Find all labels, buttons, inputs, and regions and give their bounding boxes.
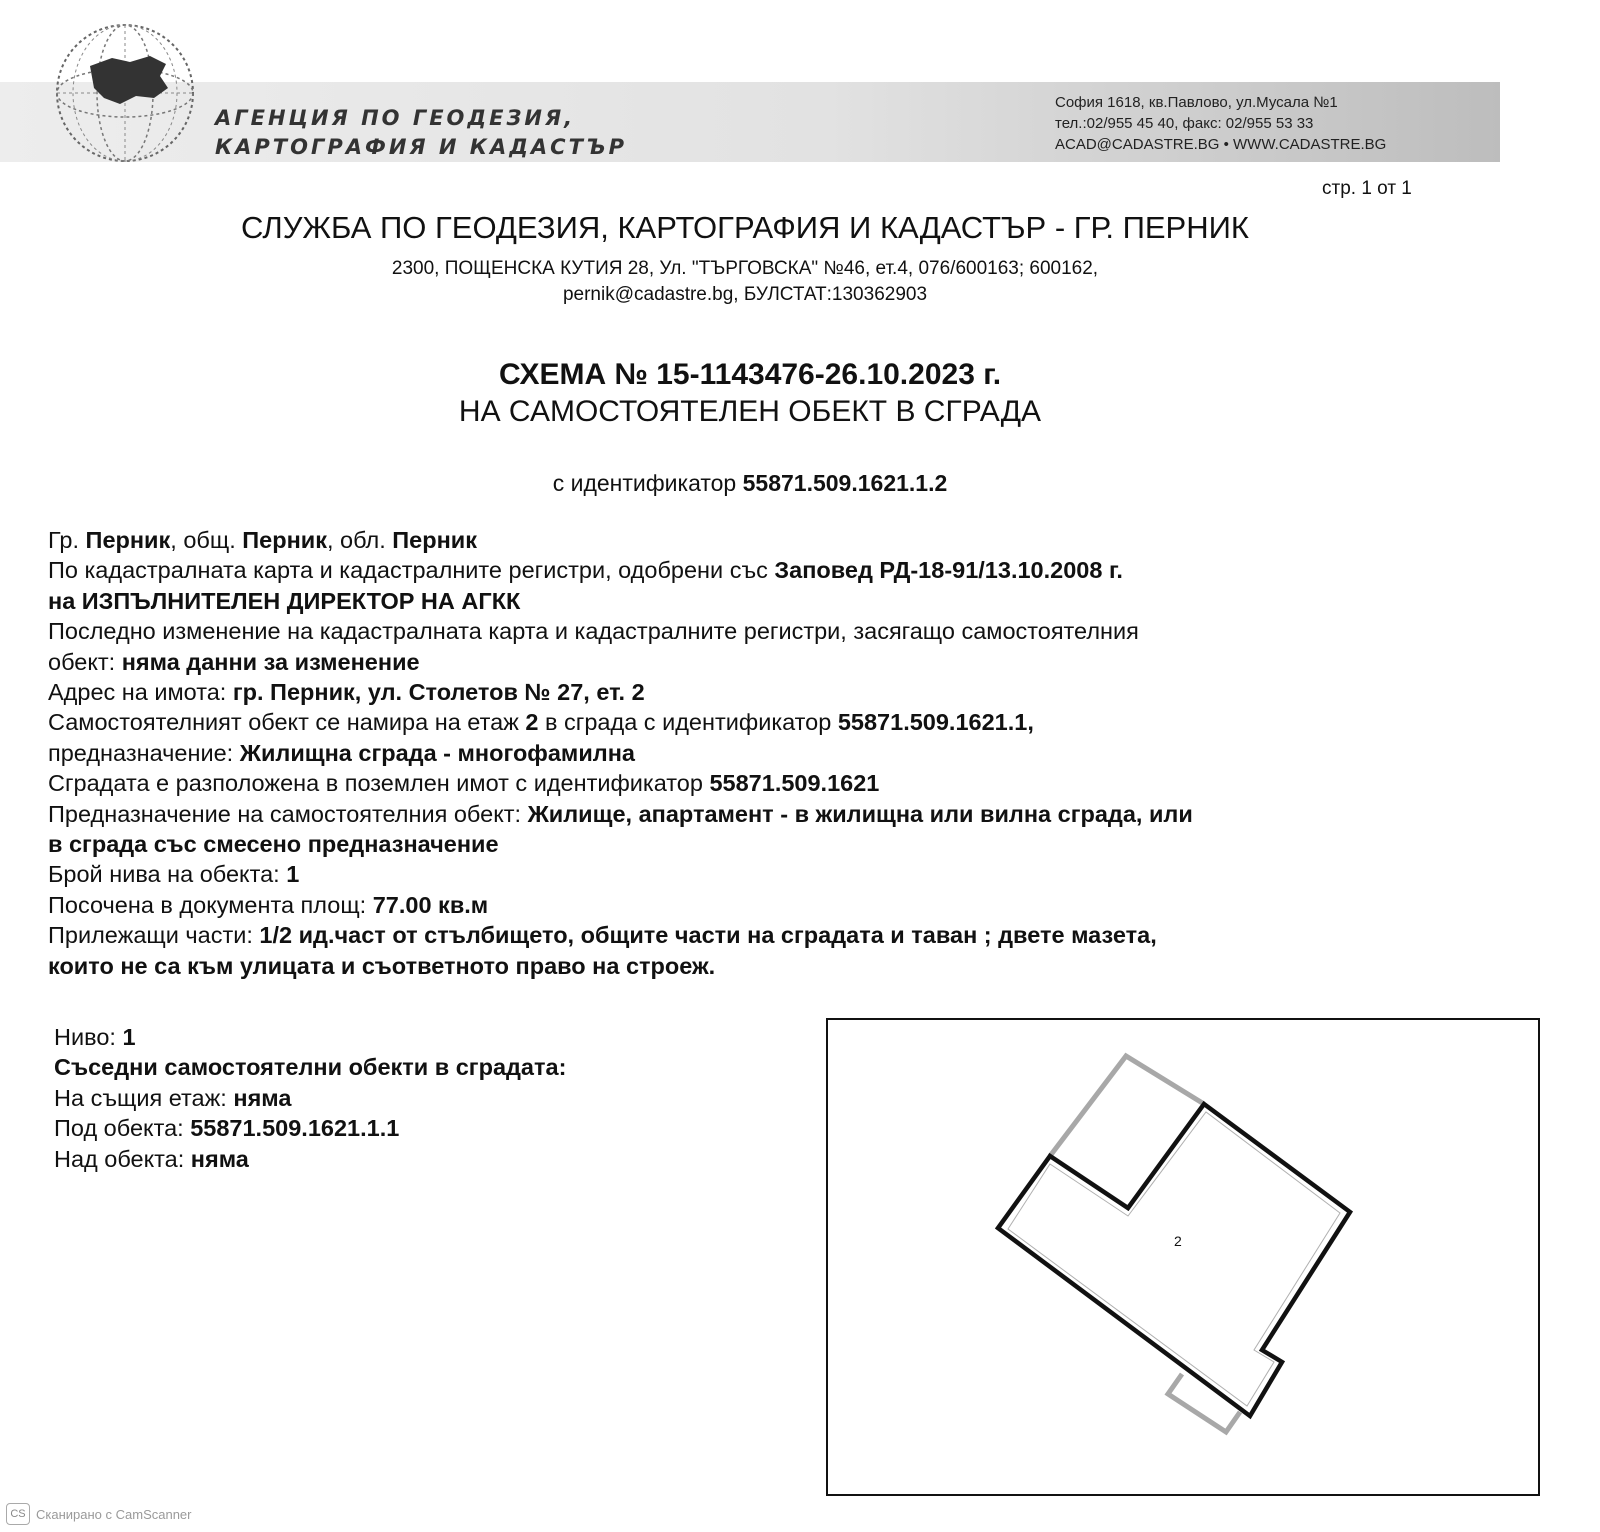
same-floor-value: няма (233, 1084, 292, 1111)
building-value: 55871.509.1621.1, (837, 709, 1034, 736)
level-row (54, 1022, 566, 1052)
identifier-value: 55871.509.1621.1.2 (742, 470, 948, 496)
object-purpose-value: Жилище, апартамент - в жилищна или вилна сграда, или (527, 800, 1193, 827)
agency-logo-icon (50, 18, 200, 168)
above-row (54, 1144, 566, 1174)
same-floor-label: На същия етаж: (54, 1084, 227, 1111)
last-change-label2: обект: (48, 648, 116, 675)
area-label: Посочена в документа площ: (48, 891, 367, 918)
camscanner-icon: CS (6, 1503, 30, 1525)
floor-label: Самостоятелният обект се намира на етаж (48, 709, 519, 736)
adjacent-object-outline (1050, 1056, 1204, 1156)
address-value: гр. Перник, ул. Столетов № 27, ет. 2 (232, 679, 645, 706)
agency-name (215, 104, 627, 162)
floor-row (48, 707, 1528, 737)
scheme-title: СХЕМА № 15-1143476-26.10.2023 г. (498, 358, 1002, 391)
address-label: Адрес на имота: (48, 679, 227, 706)
unit-outline (998, 1104, 1350, 1416)
level-block (54, 1022, 566, 1174)
parts-row (48, 920, 1528, 950)
office-title: СЛУЖБА ПО ГЕОДЕЗИЯ, КАРТОГРАФИЯ И КАДАСТЪР - ГР. ПЕРНИК (241, 210, 1249, 245)
levels-label: Брой нива на обекта: (48, 861, 280, 888)
scanner-watermark (6, 1503, 192, 1525)
scheme-identifier (0, 470, 1500, 497)
levels-row (48, 859, 1528, 889)
last-change-value: няма данни за изменение (121, 648, 420, 675)
below-label: Под обекта: (54, 1115, 184, 1142)
parts-value: 1/2 ид.част от стълбището, общите части на сградата и таван ; двете мазета, (259, 922, 1157, 949)
identifier-label: с идентификатор (552, 470, 737, 496)
purpose-label: предназначение: (48, 739, 234, 766)
approval-authority: на ИЗПЪЛНИТЕЛЕН ДИРЕКТОР НА АГКК (48, 587, 521, 614)
parts-label: Прилежащи части: (48, 922, 253, 949)
region-value: Перник (392, 527, 477, 553)
last-change-row (48, 647, 1528, 677)
object-purpose-row (48, 799, 1528, 829)
agency-contacts (1055, 92, 1386, 155)
scheme-subtitle: НА САМОСТОЯТЕЛЕН ОБЕКТ В СГРАДА (458, 395, 1042, 428)
area-row (48, 890, 1528, 920)
area-value: 77.00 кв.м (372, 891, 489, 918)
above-label: Над обекта: (54, 1145, 185, 1172)
object-purpose-value-cont: в сграда със смесено предназначение (48, 831, 499, 858)
same-floor-row (54, 1083, 566, 1113)
municipality-value: Перник (242, 527, 327, 553)
approval-row (48, 555, 1528, 585)
level-value: 1 (122, 1024, 136, 1050)
levels-value: 1 (286, 861, 300, 888)
neighbors-title: Съседни самостоятелни обекти в сградата: (54, 1054, 567, 1081)
floor-plan-frame (826, 1018, 1540, 1496)
building-label: в сграда с идентификатор (538, 709, 832, 736)
object-info (48, 525, 1528, 981)
region-label: , обл. (326, 527, 386, 553)
land-label: Сградата е разположена в поземлен имот с идентификатор (48, 770, 703, 797)
agency-contact-phone: тел.:02/955 45 40, факс: 02/955 53 33 (1055, 115, 1314, 132)
floor-value: 2 (525, 709, 539, 736)
address-row (48, 677, 1528, 707)
last-change-label: Последно изменение на кадастралната карта и кадастралните регистри, засягащо самостоятелния (48, 618, 1139, 645)
land-row (48, 768, 1528, 798)
level-label: Ниво: (54, 1024, 116, 1050)
approval-value: Заповед РД-18-91/13.10.2008 г. (774, 557, 1123, 584)
agency-contact-address: София 1618, кв.Павлово, ул.Мусала №1 (1055, 94, 1338, 111)
below-value: 55871.509.1621.1.1 (190, 1115, 400, 1142)
office-address-line1: 2300, ПОЩЕНСКА КУТИЯ 28, Ул. "ТЪРГОВСКА" №46, ет.4, 076/600163; 600162, (391, 258, 1099, 279)
agency-name-line2: КАРТОГРАФИЯ И КАДАСТЪР (215, 135, 628, 159)
office-address-line2: pernik@cadastre.bg, БУЛСТАТ:130362903 (562, 284, 928, 305)
purpose-value: Жилищна сграда - многофамилна (239, 739, 635, 766)
approval-label: По кадастралната карта и кадастралните регистри, одобрени със (48, 557, 768, 584)
object-purpose-label: Предназначение на самостоятелния обект: (48, 800, 522, 827)
below-row (54, 1113, 566, 1143)
city-value: Перник (85, 527, 171, 553)
agency-contact-web: ACAD@CADASTRE.BG • WWW.CADASTRE.BG (1055, 136, 1387, 153)
floor-plan-drawing (828, 1020, 1538, 1494)
parts-value-cont: които не са към улицата и съответното право на строеж. (48, 952, 716, 979)
page-number: стр. 1 от 1 (1322, 178, 1412, 199)
municipality-label: , общ. (170, 527, 236, 553)
agency-name-line1: АГЕНЦИЯ ПО ГЕОДЕЗИЯ, (215, 106, 576, 130)
unit-number-label: 2 (1174, 1233, 1182, 1249)
location-row (48, 525, 1528, 555)
city-label: Гр. (48, 527, 80, 553)
land-value: 55871.509.1621 (709, 770, 880, 797)
above-value: няма (190, 1145, 249, 1172)
purpose-row (48, 738, 1528, 768)
scanner-label: Сканирано с CamScanner (36, 1506, 192, 1522)
